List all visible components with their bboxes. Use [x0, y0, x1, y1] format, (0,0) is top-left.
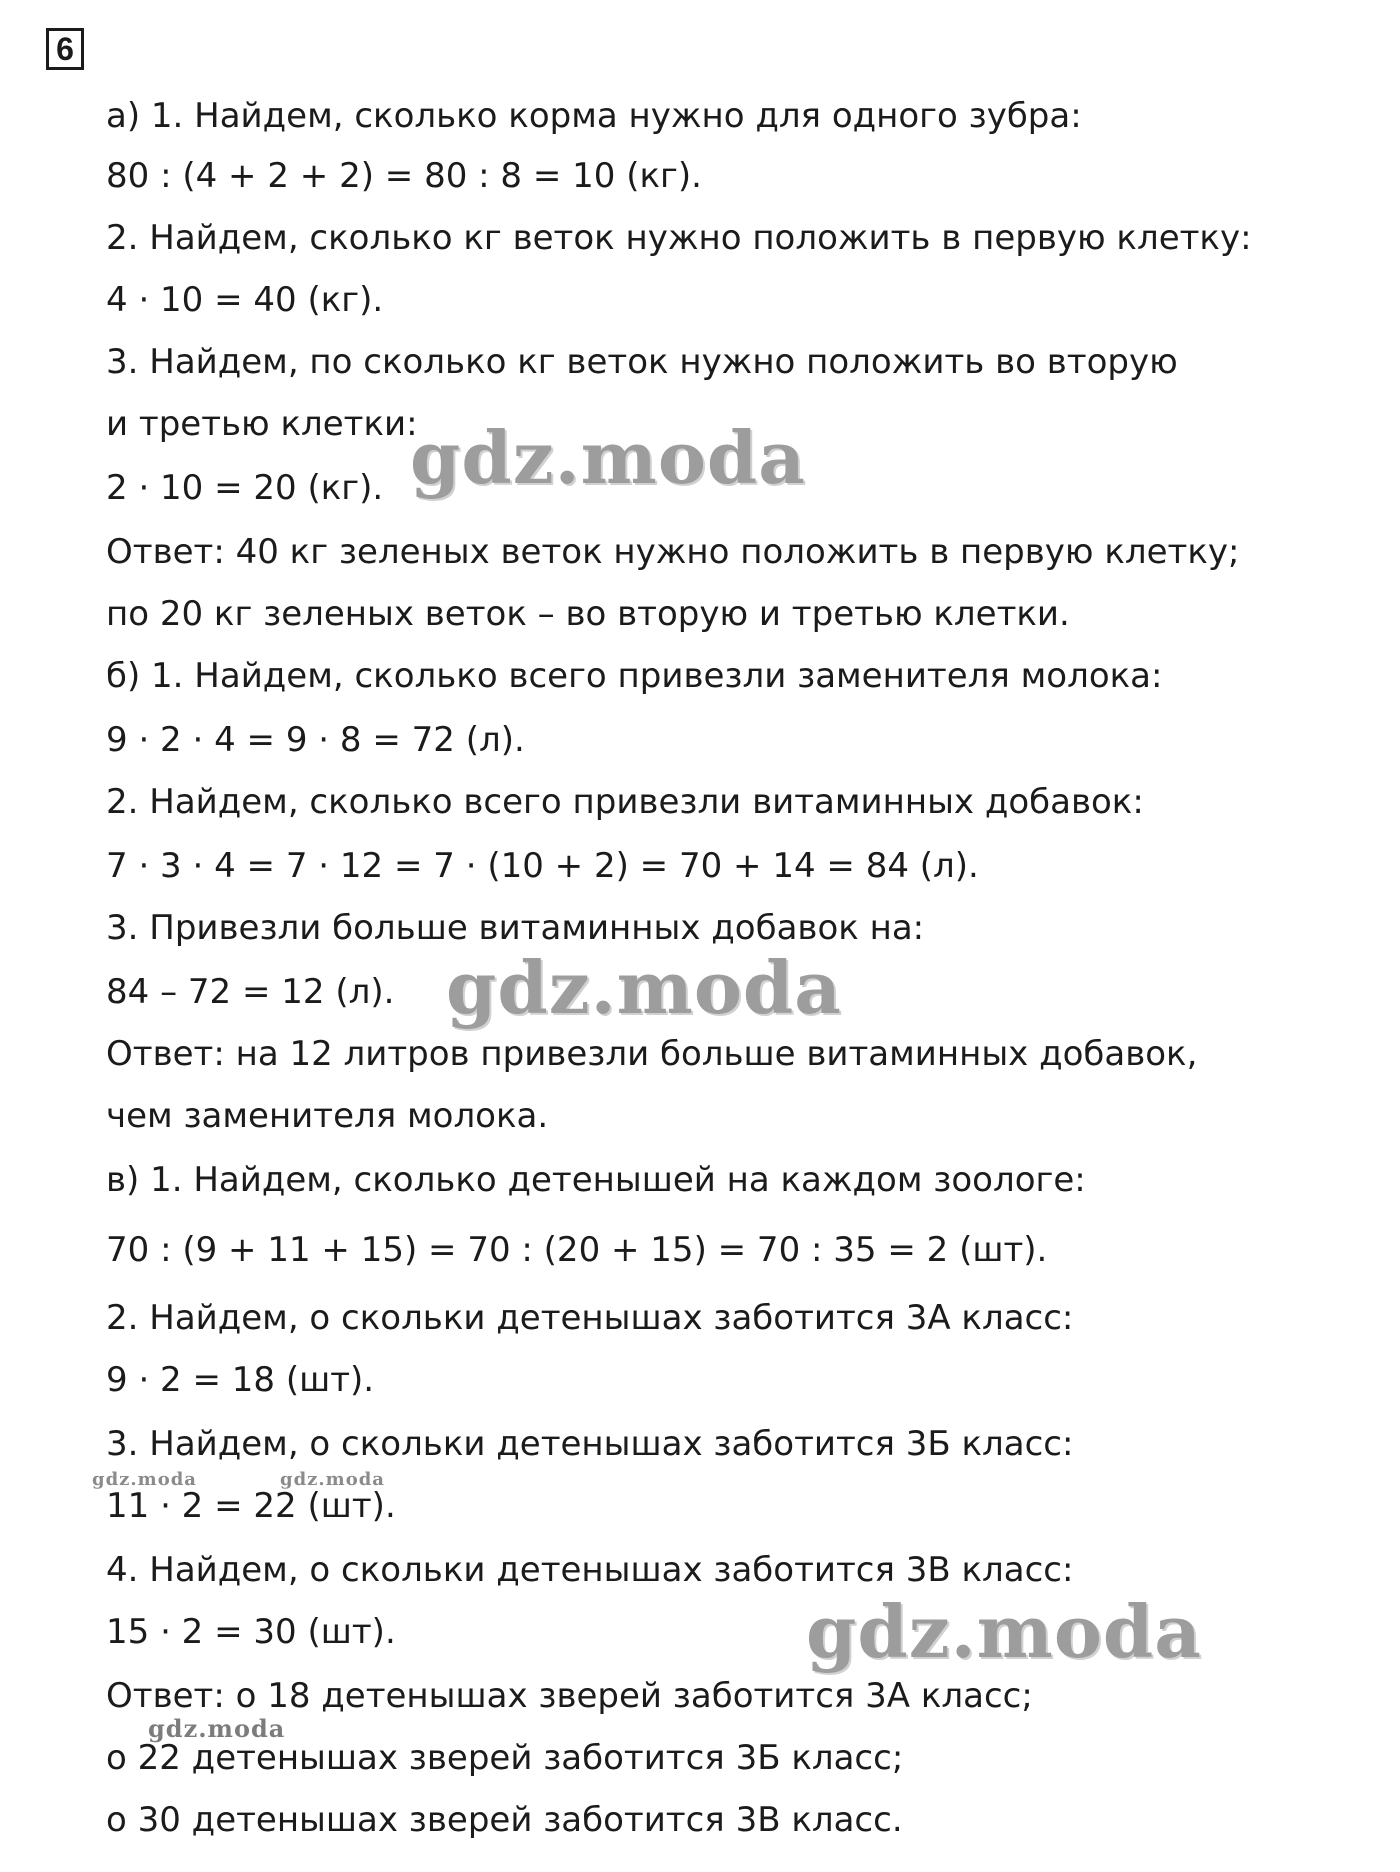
watermark: gdz.moda [446, 945, 842, 1030]
text-line: 11 · 2 = 22 (шт). [106, 1486, 396, 1526]
text-line: 15 · 2 = 30 (шт). [106, 1612, 396, 1652]
text-line: 3. Привезли больше витаминных добавок на: [106, 908, 925, 948]
text-line: 3. Найдем, по сколько кг веток нужно положить во вторую [106, 342, 1178, 382]
text-line: 80 : (4 + 2 + 2) = 80 : 8 = 10 (кг). [106, 156, 702, 196]
text-line: 3. Найдем, о скольки детенышах заботится 3Б класс: [106, 1424, 1074, 1464]
text-line: Ответ: о 18 детенышах зверей заботится 3А класс; [106, 1676, 1033, 1716]
watermark: gdz.moda [148, 1714, 286, 1743]
text-line: 4 · 10 = 40 (кг). [106, 280, 384, 320]
text-line: 84 – 72 = 12 (л). [106, 972, 395, 1012]
text-line: Ответ: 40 кг зеленых веток нужно положить в первую клетку; [106, 532, 1240, 572]
watermark: gdz.moda [410, 415, 806, 500]
text-line: Ответ: на 12 литров привезли больше витаминных добавок, [106, 1034, 1198, 1074]
watermark: gdz.moda [92, 1469, 197, 1490]
text-line: чем заменителя молока. [106, 1096, 549, 1136]
text-line: 7 · 3 · 4 = 7 · 12 = 7 · (10 + 2) = 70 + 14 = 84 (л). [106, 846, 979, 886]
text-line: а) 1. Найдем, сколько корма нужно для одного зубра: [106, 96, 1082, 136]
task-number-box: 6 [46, 28, 84, 70]
text-line: 2. Найдем, о скольки детенышах заботится 3А класс: [106, 1298, 1074, 1338]
text-line: и третью клетки: [106, 404, 418, 444]
text-line: 4. Найдем, о скольки детенышах заботится 3В класс: [106, 1550, 1074, 1590]
text-line: в) 1. Найдем, сколько детенышей на каждом зоологе: [106, 1160, 1086, 1200]
text-line: о 30 детенышах зверей заботится 3В класс. [106, 1800, 903, 1840]
text-line: б) 1. Найдем, сколько всего привезли заменителя молока: [106, 656, 1163, 696]
text-line: 2. Найдем, сколько кг веток нужно положить в первую клетку: [106, 218, 1252, 258]
text-line: по 20 кг зеленых веток – во вторую и третью клетки. [106, 594, 1070, 634]
text-line: 70 : (9 + 11 + 15) = 70 : (20 + 15) = 70 : 35 = 2 (шт). [106, 1230, 1048, 1270]
watermark: gdz.moda [806, 1589, 1202, 1674]
text-line: 2 · 10 = 20 (кг). [106, 468, 384, 508]
text-line: 9 · 2 = 18 (шт). [106, 1360, 375, 1400]
text-line: 9 · 2 · 4 = 9 · 8 = 72 (л). [106, 720, 525, 760]
text-line: 2. Найдем, сколько всего привезли витаминных добавок: [106, 782, 1144, 822]
text-line: о 22 детенышах зверей заботится 3Б класс; [106, 1738, 904, 1778]
watermark: gdz.moda [280, 1469, 385, 1490]
